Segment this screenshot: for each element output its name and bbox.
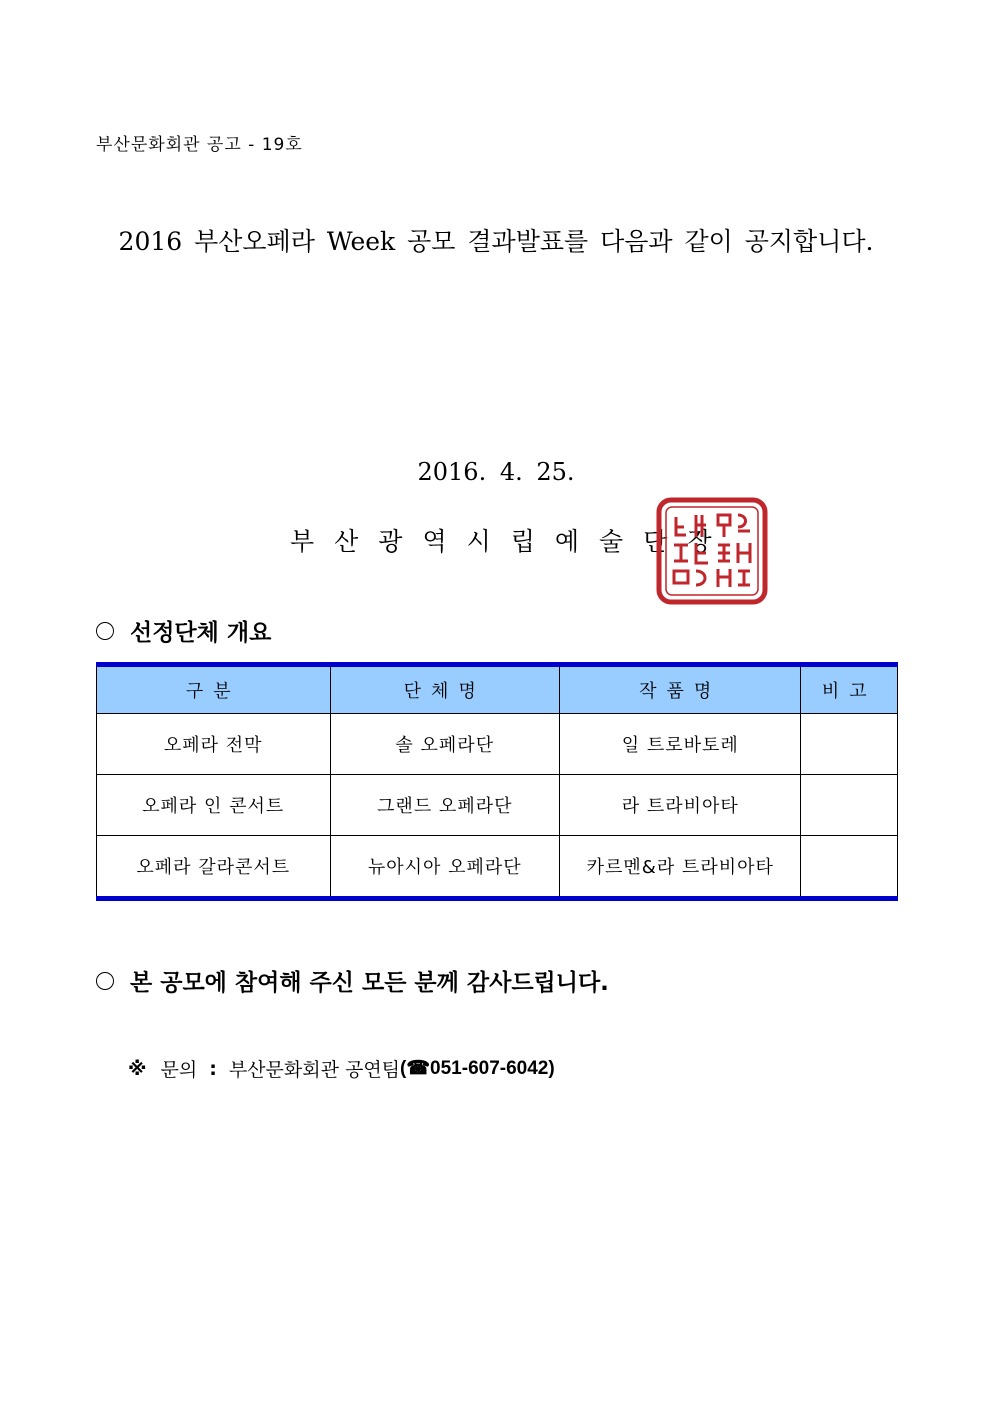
contact-org: 부산문화회관 공연팀 — [228, 1059, 401, 1081]
section-title: 본 공모에 참여해 주신 모든 분께 감사드립니다. — [130, 970, 609, 996]
contact-label: 문의 — [160, 1059, 198, 1081]
table-cell — [801, 775, 898, 836]
notice-number: 부산문화회관 공고 - 19호 — [96, 135, 303, 155]
table-cell: 오페라 전막 — [97, 714, 331, 775]
column-header: 작품명 — [560, 665, 801, 714]
headline: 2016 부산오페라 Week 공모 결과발표를 다음과 같이 공지합니다. — [118, 227, 874, 256]
table-header-row — [97, 665, 898, 714]
table-row — [97, 775, 898, 836]
section-title: 선정단체 개요 — [130, 620, 272, 646]
table-row — [97, 836, 898, 899]
table-cell: 뉴아시아 오페라단 — [330, 836, 560, 899]
official-seal — [656, 497, 768, 605]
contact-colon: : — [209, 1057, 217, 1080]
column-header: 단체명 — [330, 665, 560, 714]
table-cell: 오페라 갈라콘서트 — [97, 836, 331, 899]
table-cell: 오페라 인 콘서트 — [97, 775, 331, 836]
table-cell — [801, 836, 898, 899]
signer-name: 부산광역시립예술단장 — [290, 527, 732, 556]
table-cell: 그랜드 오페라단 — [330, 775, 560, 836]
table-cell — [801, 714, 898, 775]
reference-mark: ※ — [128, 1057, 147, 1080]
issue-date: 2016. 4. 25. — [417, 458, 575, 486]
section-thanks — [96, 964, 609, 997]
contact-line — [128, 1055, 555, 1082]
column-header: 비고 — [801, 665, 898, 714]
table-cell: 일 트로바토레 — [560, 714, 801, 775]
table-cell: 카르멘&라 트라비아타 — [560, 836, 801, 899]
table-cell: 솔 오페라단 — [330, 714, 560, 775]
table-row — [97, 714, 898, 775]
circle-bullet-icon — [96, 972, 114, 990]
section-selected-groups — [96, 614, 271, 647]
circle-bullet-icon — [96, 622, 114, 640]
column-header: 구분 — [97, 665, 331, 714]
contact-phone: (☎051-607-6042) — [400, 1058, 555, 1079]
selection-table — [96, 662, 898, 901]
table-cell: 라 트라비아타 — [560, 775, 801, 836]
